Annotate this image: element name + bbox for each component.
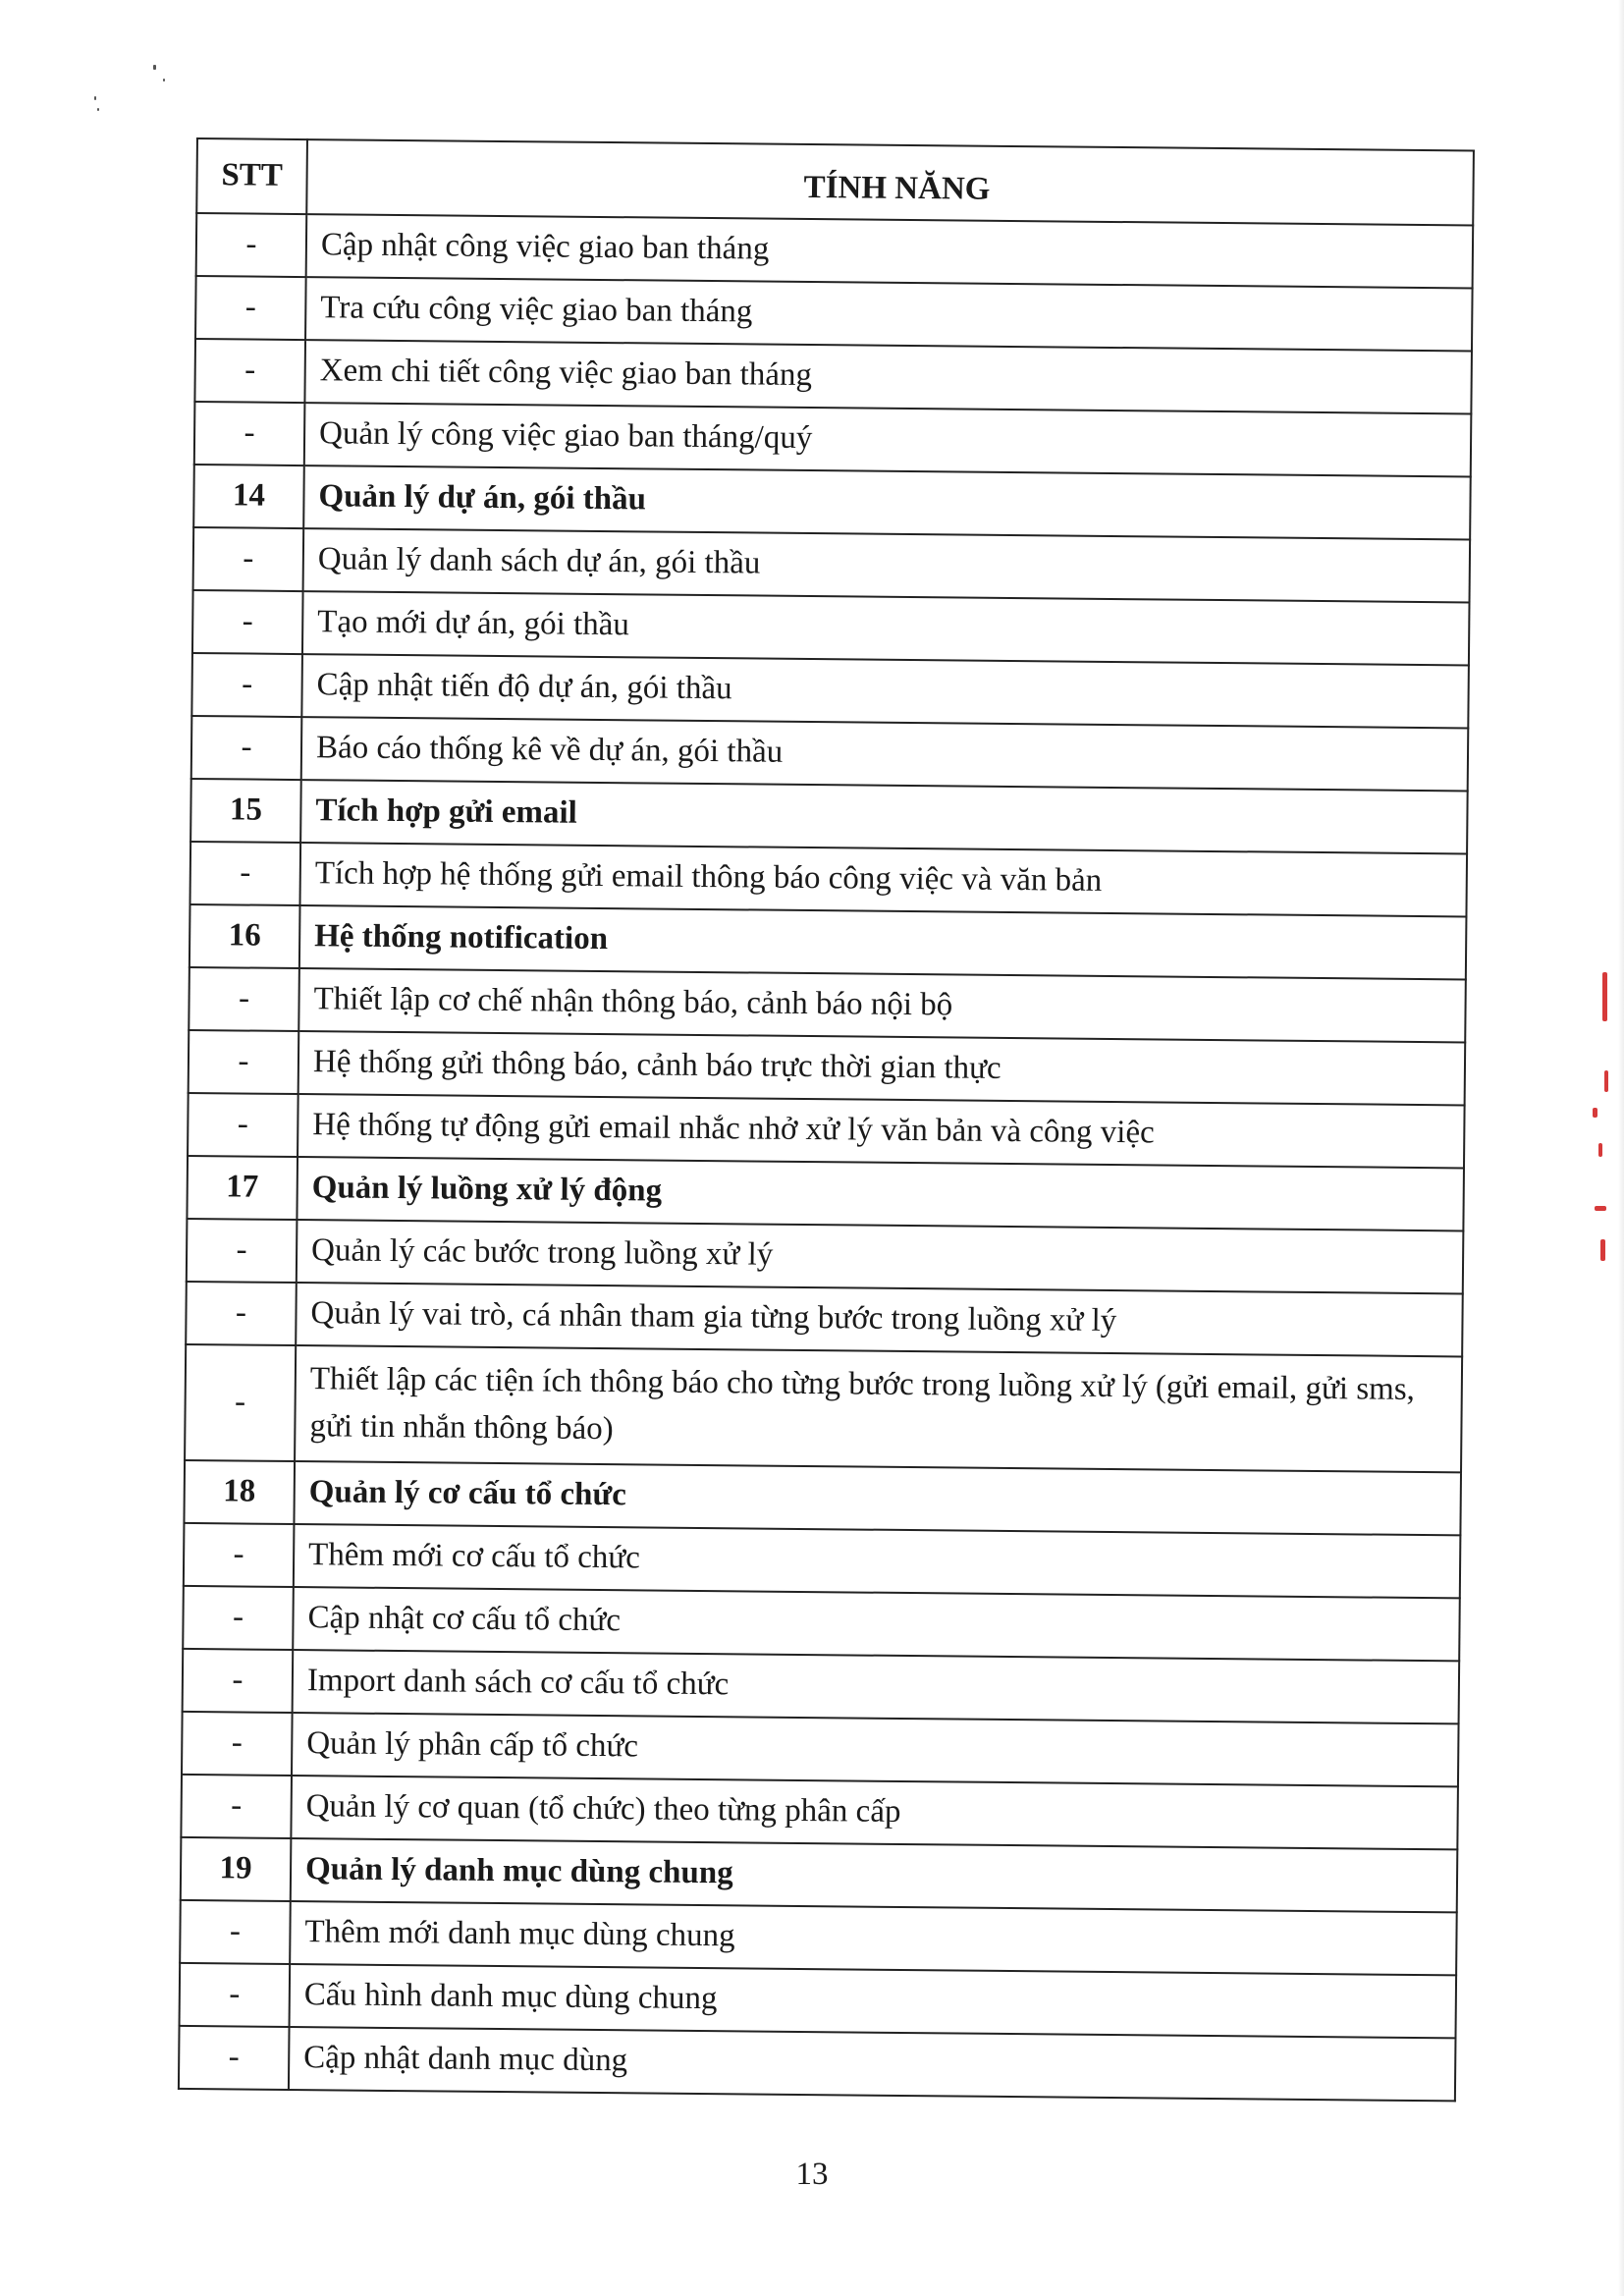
row-feature: Hệ thống gửi thông báo, cảnh báo trực thời gian thực: [298, 1031, 1466, 1105]
table-body: [179, 213, 1473, 2101]
row-feature: Quản lý cơ quan (tổ chức) theo từng phân cấp: [291, 1776, 1458, 1849]
row-feature: Cập nhật công việc giao ban tháng: [306, 214, 1474, 288]
row-stt: -: [195, 276, 306, 340]
row-feature: Quản lý luồng xử lý động: [297, 1157, 1464, 1230]
table-row: [179, 2026, 1456, 2101]
row-stt: -: [192, 590, 303, 654]
row-stt: -: [186, 1282, 297, 1345]
row-stt: 15: [190, 779, 301, 843]
row-feature: Quản lý danh sách dự án, gói thầu: [303, 528, 1471, 602]
row-stt: -: [181, 1775, 292, 1838]
row-stt: -: [190, 842, 301, 905]
row-stt: -: [188, 1093, 298, 1157]
table-header-row: [196, 138, 1474, 225]
row-feature: Xem chi tiết công việc giao ban tháng: [304, 340, 1472, 413]
row-feature: Tích hợp hệ thống gửi email thông báo công việc và văn bản: [299, 843, 1467, 916]
table-row: [185, 1344, 1462, 1472]
row-feature: Quản lý dự án, gói thầu: [303, 465, 1471, 539]
row-stt: -: [180, 1963, 291, 2027]
row-feature: Thêm mới cơ cấu tổ chức: [294, 1524, 1461, 1598]
row-stt: -: [191, 716, 302, 780]
row-feature: Quản lý vai trò, cá nhân tham gia từng bước trong luồng xử lý: [296, 1283, 1463, 1356]
header-stt: STT: [196, 138, 307, 214]
feature-table: [178, 137, 1475, 2102]
row-stt: -: [183, 1586, 294, 1650]
row-feature: Thiết lập các tiện ích thông báo cho từng bước trong luồng xử lý (gửi email, gửi sms, gửi tin nhắn thông báo): [295, 1345, 1462, 1472]
row-feature: Tích hợp gửi email: [300, 780, 1468, 853]
row-stt: 14: [193, 465, 304, 528]
row-stt: -: [182, 1712, 293, 1776]
row-stt: -: [189, 1030, 299, 1094]
row-stt: -: [180, 1900, 291, 1964]
row-stt: -: [194, 339, 305, 403]
scan-speck: [163, 79, 165, 82]
red-stamp-mark: [1600, 1239, 1605, 1261]
row-feature: Quản lý cơ cấu tổ chức: [294, 1461, 1461, 1535]
header-feature: TÍNH NĂNG: [306, 139, 1474, 225]
row-feature: Quản lý các bước trong luồng xử lý: [297, 1220, 1464, 1293]
row-feature: Tra cứu công việc giao ban tháng: [305, 277, 1473, 351]
row-feature: Cập nhật tiến độ dự án, gói thầu: [301, 654, 1469, 728]
row-stt: -: [194, 402, 305, 465]
row-feature: Cập nhật cơ cấu tổ chức: [293, 1587, 1460, 1661]
row-feature: Hệ thống notification: [299, 905, 1467, 979]
scan-edge: [1618, 0, 1624, 2296]
red-stamp-mark: [1598, 1143, 1602, 1157]
red-stamp-mark: [1602, 972, 1607, 1021]
row-stt: -: [193, 527, 304, 591]
row-feature: Cập nhật danh mục dùng: [289, 2027, 1456, 2101]
row-feature: Thêm mới danh mục dùng chung: [290, 1901, 1457, 1975]
red-stamp-mark: [1604, 1070, 1608, 1092]
row-stt: 18: [184, 1460, 295, 1524]
row-stt: -: [183, 1649, 294, 1713]
row-feature: Quản lý công việc giao ban tháng/quý: [304, 403, 1472, 476]
red-stamp-mark: [1595, 1206, 1606, 1211]
row-stt: -: [196, 213, 307, 277]
row-stt: 19: [181, 1837, 292, 1901]
row-feature: Import danh sách cơ cấu tổ chức: [293, 1650, 1460, 1723]
row-stt: -: [184, 1523, 295, 1587]
scan-speck: [94, 96, 96, 100]
row-stt: -: [187, 1219, 298, 1283]
scan-speck: [153, 65, 156, 70]
row-feature: Quản lý phân cấp tổ chức: [292, 1713, 1459, 1786]
red-stamp-mark: [1593, 1108, 1597, 1118]
row-stt: -: [191, 653, 302, 717]
page-number: 13: [795, 2157, 829, 2192]
row-feature: Quản lý danh mục dùng chung: [291, 1838, 1458, 1912]
row-feature: Tạo mới dự án, gói thầu: [302, 591, 1470, 665]
row-stt: -: [179, 2026, 290, 2090]
row-stt: 17: [187, 1156, 298, 1220]
row-feature: Cấu hình danh mục dùng chung: [290, 1964, 1457, 2038]
row-stt: -: [189, 967, 299, 1031]
row-feature: Hệ thống tự động gửi email nhắc nhở xử lý văn bản và công việc: [298, 1094, 1465, 1168]
row-feature: Thiết lập cơ chế nhận thông báo, cảnh báo nội bộ: [298, 968, 1466, 1042]
row-stt: 16: [189, 904, 300, 968]
row-stt: -: [185, 1344, 296, 1461]
row-feature: Báo cáo thống kê về dự án, gói thầu: [301, 717, 1469, 791]
scan-speck: [97, 108, 99, 111]
